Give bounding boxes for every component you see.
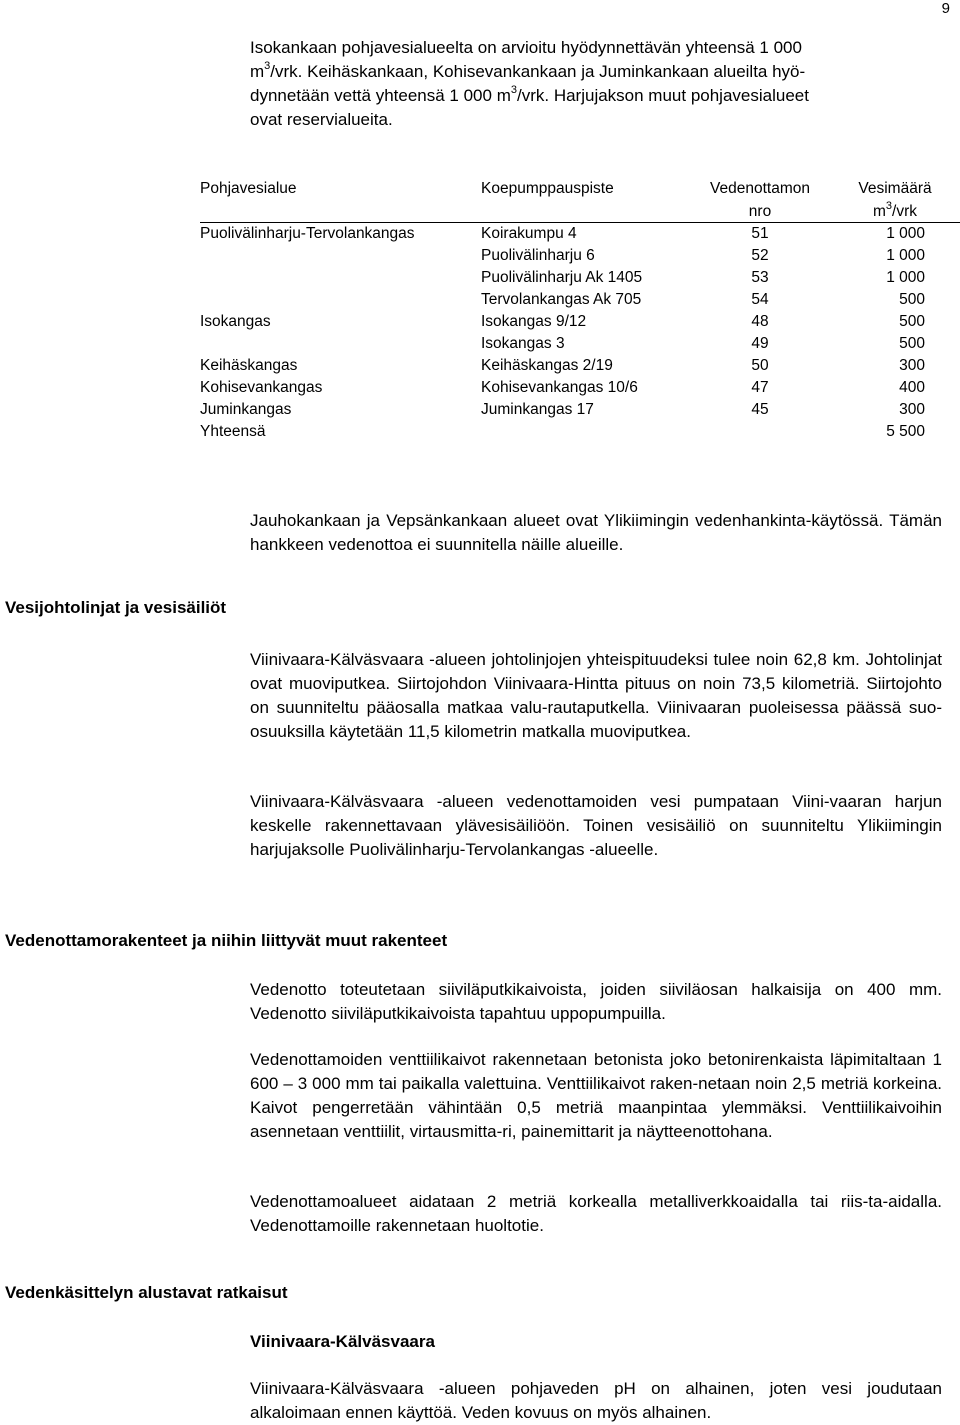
intro-line: Isokankaan pohjavesialueelta on arvioitu hyödynnettävän yhteensä 1 000 <box>250 38 802 57</box>
table-row: Puolivälinharju-Tervolankangas Koirakumpu 4 51 1 000 <box>200 225 925 242</box>
intro-line: $m^3$/vrk. Keihäskankaan, Kohisevankankaan ja Juminkankaan alueilta hyö- <box>250 60 806 81</box>
subheading-viinivaara: Viinivaara-Kälväsvaara <box>250 1332 435 1351</box>
intro-line: dynnetään vettä yhteensä 1 000 $m^3$/vrk. Harjujakson muut pohjavesialueet <box>250 84 809 105</box>
table-row: Kohisevankangas Kohisevankangas 10/6 47 400 <box>200 379 925 396</box>
table-header-row <box>0 180 960 202</box>
header-point: Koepumppauspiste <box>481 180 614 197</box>
page-number: 9 <box>941 0 950 17</box>
table-row: Puolivälinharju Ak 1405 53 1 000 <box>481 269 925 286</box>
paragraph-jauhokangas: Jauhokankaan ja Vepsänkankaan alueet ovat Ylikiimingin vedenhankinta-käytössä. Tämän hankkeen vedenottoa ei suunnitella näille alueille. <box>250 511 942 554</box>
table-header-rule <box>200 222 960 223</box>
table-row: Isokangas 3 49 500 <box>481 335 925 352</box>
paragraph-intake-1: Vedenotto toteutetaan siiviläputkikaivoista, joiden siiviläosan halkaisija on 400 mm. Vedenotto siiviläputkikaivoista tapahtuu uppopumpuilla. <box>250 980 942 1023</box>
paragraph-intake-2: Vedenottamoiden venttiilikaivot rakennetaan betonista joko betonirenkaista läpimitaltaan 1 600 – 3 000 mm tai paikalla valettuina. Venttiilikaivot raken-netaan noin 2,5 metriä korkeina. Kaivot pengerretään vähintään 0,5 metriä maanpintaa ylemmäksi. Venttiilikaivoihin asennetaan venttiilit, virtausmitta-ri, painemittarit ja näytteenottohana. <box>250 1050 942 1141</box>
table-row: Isokangas Isokangas 9/12 48 500 <box>200 313 925 330</box>
table-row: Keihäskangas Keihäskangas 2/19 50 300 <box>200 357 925 374</box>
groundwater-table <box>0 0 960 460</box>
section-heading-treatment: Vedenkäsittelyn alustavat ratkaisut <box>5 1283 288 1302</box>
header-intake-nro: nro <box>748 203 772 220</box>
table-row: Juminkangas Juminkangas 17 45 300 <box>200 401 925 418</box>
paragraph-treatment-1: Viinivaara-Kälväsvaara -alueen pohjaveden pH on alhainen, joten vesi joudutaan alkaloimaan ennen käyttöä. Veden kovuus on myös alhainen. <box>250 1379 942 1422</box>
header-amount-unit: $m^3$/vrk <box>872 199 917 220</box>
table-row-total: Yhteensä 5 500 <box>200 423 925 440</box>
paragraph-pipes-2: Viinivaara-Kälväsvaara -alueen vedenottamoiden vesi pumpataan Viini-vaaran harjun keskelle rakennettavaan ylävesisäiliöön. Toinen vesisäiliö on suunniteltu Ylikiimingin harjujaksolle Puolivälinharju-Tervolankangas -alueelle. <box>250 792 942 859</box>
paragraph-pipes-1: Viinivaara-Kälväsvaara -alueen johtolinjojen yhteispituudeksi tulee noin 62,8 km. Johtolinjat ovat muoviputkea. Siirtojohdon Viinivaara-Hintta pituus on noin 73,5 kilometriä. Siirtojohto on suunniteltu pääosalla matkaa valu-rautaputkella. Viinivaaran puoleisessa päässä suo-osuuksilla käytetään 11,5 kilometrin matkalla muoviputkea. <box>250 650 942 741</box>
section-heading-pipes: Vesijohtolinjat ja vesisäiliöt <box>5 598 227 617</box>
table-row: Tervolankangas Ak 705 54 500 <box>481 291 925 308</box>
table-row: Puolivälinharju 6 52 1 000 <box>481 247 925 264</box>
section-heading-intake: Vedenottamorakenteet ja niihin liittyvät muut rakenteet <box>5 931 448 950</box>
header-area: Pohjavesialue <box>200 180 297 197</box>
paragraph-intake-3: Vedenottamoalueet aidataan 2 metriä korkealla metalliverkkoaidalla tai riis-ta-aidalla. Vedenottamoille rakennetaan huoltotie. <box>250 1192 942 1235</box>
header-amount: Vesimäärä <box>858 180 932 197</box>
intro-line: ovat reservialueita. <box>250 110 393 129</box>
header-intake: Vedenottamon <box>710 180 810 197</box>
